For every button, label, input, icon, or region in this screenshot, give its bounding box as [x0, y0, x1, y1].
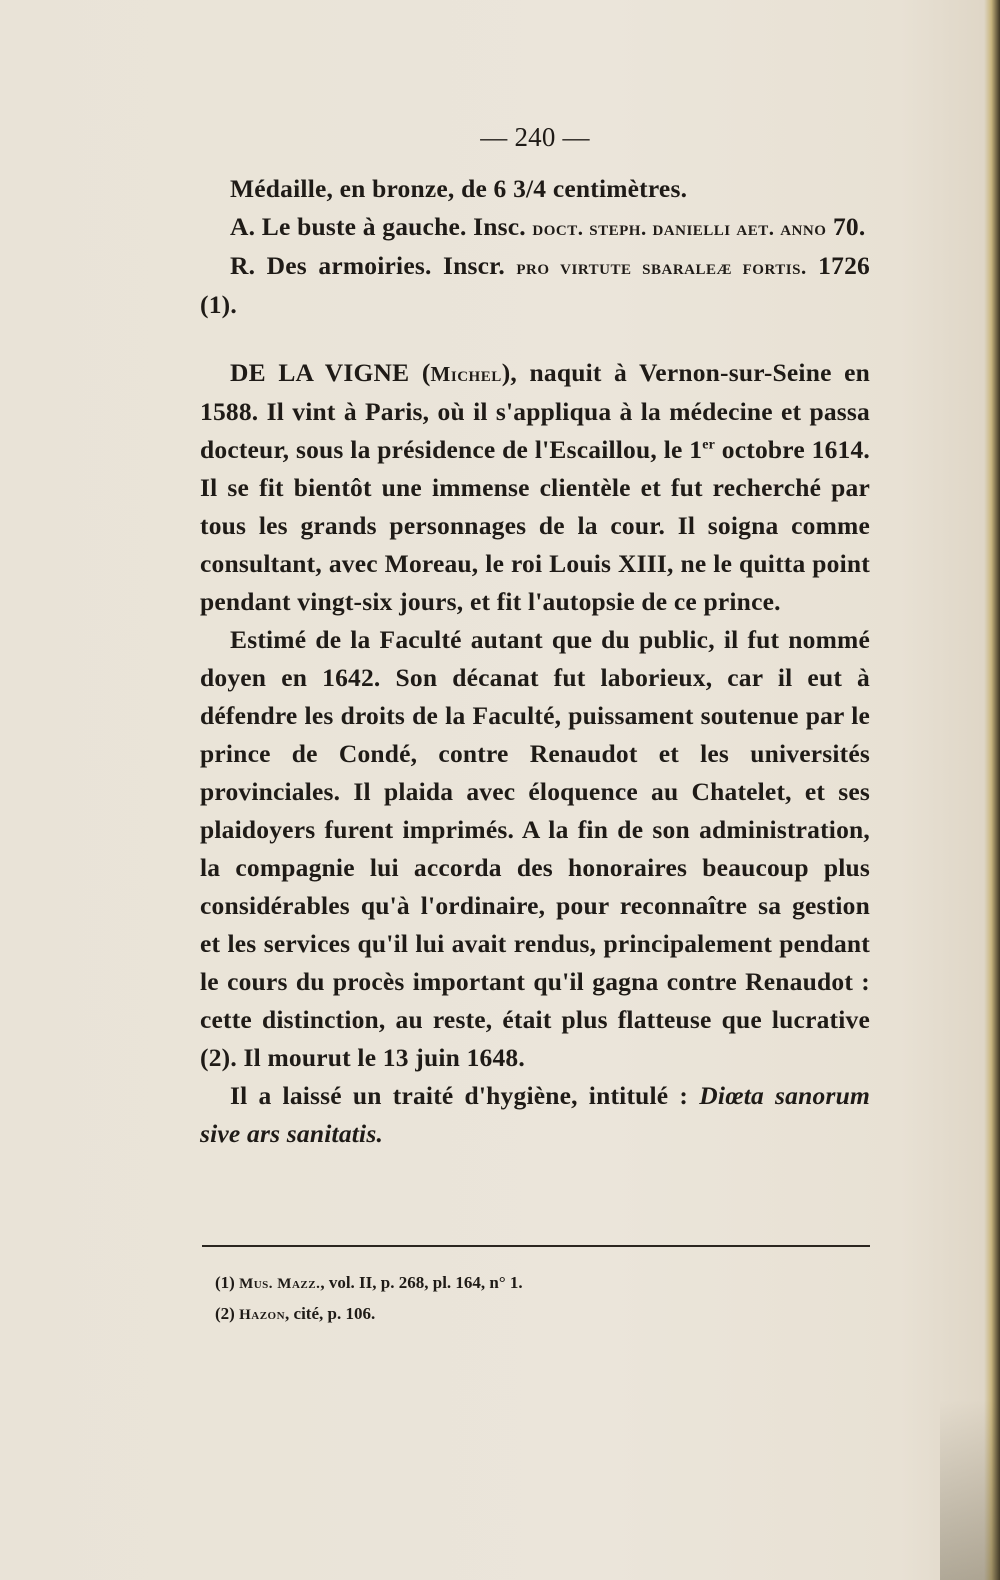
reverse-prefix: R. Des armoiries. Inscr.	[230, 251, 505, 280]
page-number: — 240 —	[480, 122, 590, 152]
entry-name: DE LA VIGNE	[230, 358, 410, 387]
medal-obverse	[200, 208, 870, 247]
footnote-1	[215, 1268, 855, 1299]
entry-text-3: Il a laissé un traité d'hygiène, intitulé :	[230, 1081, 689, 1110]
reverse-inscription: pro virtute sbaraleæ fortis.	[516, 255, 807, 279]
footnote-1-marker: (1)	[215, 1273, 235, 1292]
entry-paragraph-2: Estimé de la Faculté autant que du public, il fut nommé doyen en 1642. Son décanat fut laborieux, car il eut à défendre les droits de la Faculté, puissament soutenue par le prince de Condé, contre Renaudot et les universités provinciales. Il plaida avec éloquence au Chatelet, et ses plaidoyers furent imprimés. A la fin de son administration, la compagnie lui accorda des honoraires beaucoup plus considérables qu'à l'ordinaire, pour reconnaître sa gestion et les services qu'il lui avait rendus, principalement pendant le cours du procès important qu'il gagna contre Renaudot : cette distinction, au reste, était plus flatteuse que lucrative (2). Il mourut le 13 juin 1648.	[200, 625, 870, 1072]
footnote-2-source: Hazon	[239, 1307, 286, 1323]
obverse-prefix: A. Le buste à gauche. Insc.	[230, 212, 526, 241]
footnote-rule	[202, 1245, 870, 1247]
obverse-suffix: 70.	[832, 212, 866, 241]
footnote-1-source: Mus. Mazz.	[239, 1276, 321, 1292]
entry-text-1a: , naquit à Vernon-sur-Seine en 1588. Il vint à Paris, où il s'appliqua à la médecine et passa docteur, sous la présidence de l'Escaillou, le 1	[200, 358, 870, 464]
medal-line: Médaille, en bronze, de 6 3/4 centimètres.	[230, 174, 688, 203]
footnote-2-text: , cité, p. 106.	[285, 1304, 376, 1323]
medal-description	[200, 170, 870, 208]
reverse-suffix: 1726 (1).	[200, 251, 870, 319]
entry-paragraph-3	[200, 1077, 870, 1153]
footnote-1-text: , vol. II, p. 268, pl. 164, n° 1.	[320, 1273, 523, 1292]
page-edge-shadow	[984, 0, 1000, 1580]
entry-text-1b: octobre 1614. Il se fit bientôt une immense clientèle et fut recherché par tous les grands personnages de la cour. Il soigna comme consultant, avec Moreau, le roi Louis XIII, ne le quitta point pendant vingt-six jours, et fit l'autopsie de ce prince.	[200, 435, 870, 616]
medal-reverse	[200, 247, 870, 324]
entry-firstname: Michel	[430, 362, 502, 386]
footnote-2-marker: (2)	[215, 1304, 235, 1323]
page-corner-shadow	[940, 1400, 1000, 1580]
ordinal-superscript: er	[702, 437, 716, 453]
section-gap	[200, 324, 870, 352]
entry-paragraph-1: DE LA VIGNE (Michel), naquit à Vernon-sur-Seine en 1588. Il vint à Paris, où il s'appliqua à la médecine et passa docteur, sous la présidence de l'Escaillou, le 1er octobre 1614. Il se fit bientôt une immense clientèle et fut recherché par tous les grands personnages de la cour. Il soigna comme consultant, avec Moreau, le roi Louis XIII, ne le quitta point pendant vingt-six jours, et fit l'autopsie de ce prince.	[200, 358, 870, 616]
footnotes	[215, 1268, 855, 1330]
footnote-2	[215, 1299, 855, 1330]
work-title: Diœta sanorum sive ars sanitatis.	[200, 1081, 870, 1148]
obverse-inscription: doct. steph. danielli aet. anno	[532, 216, 827, 240]
main-text	[200, 118, 870, 1153]
